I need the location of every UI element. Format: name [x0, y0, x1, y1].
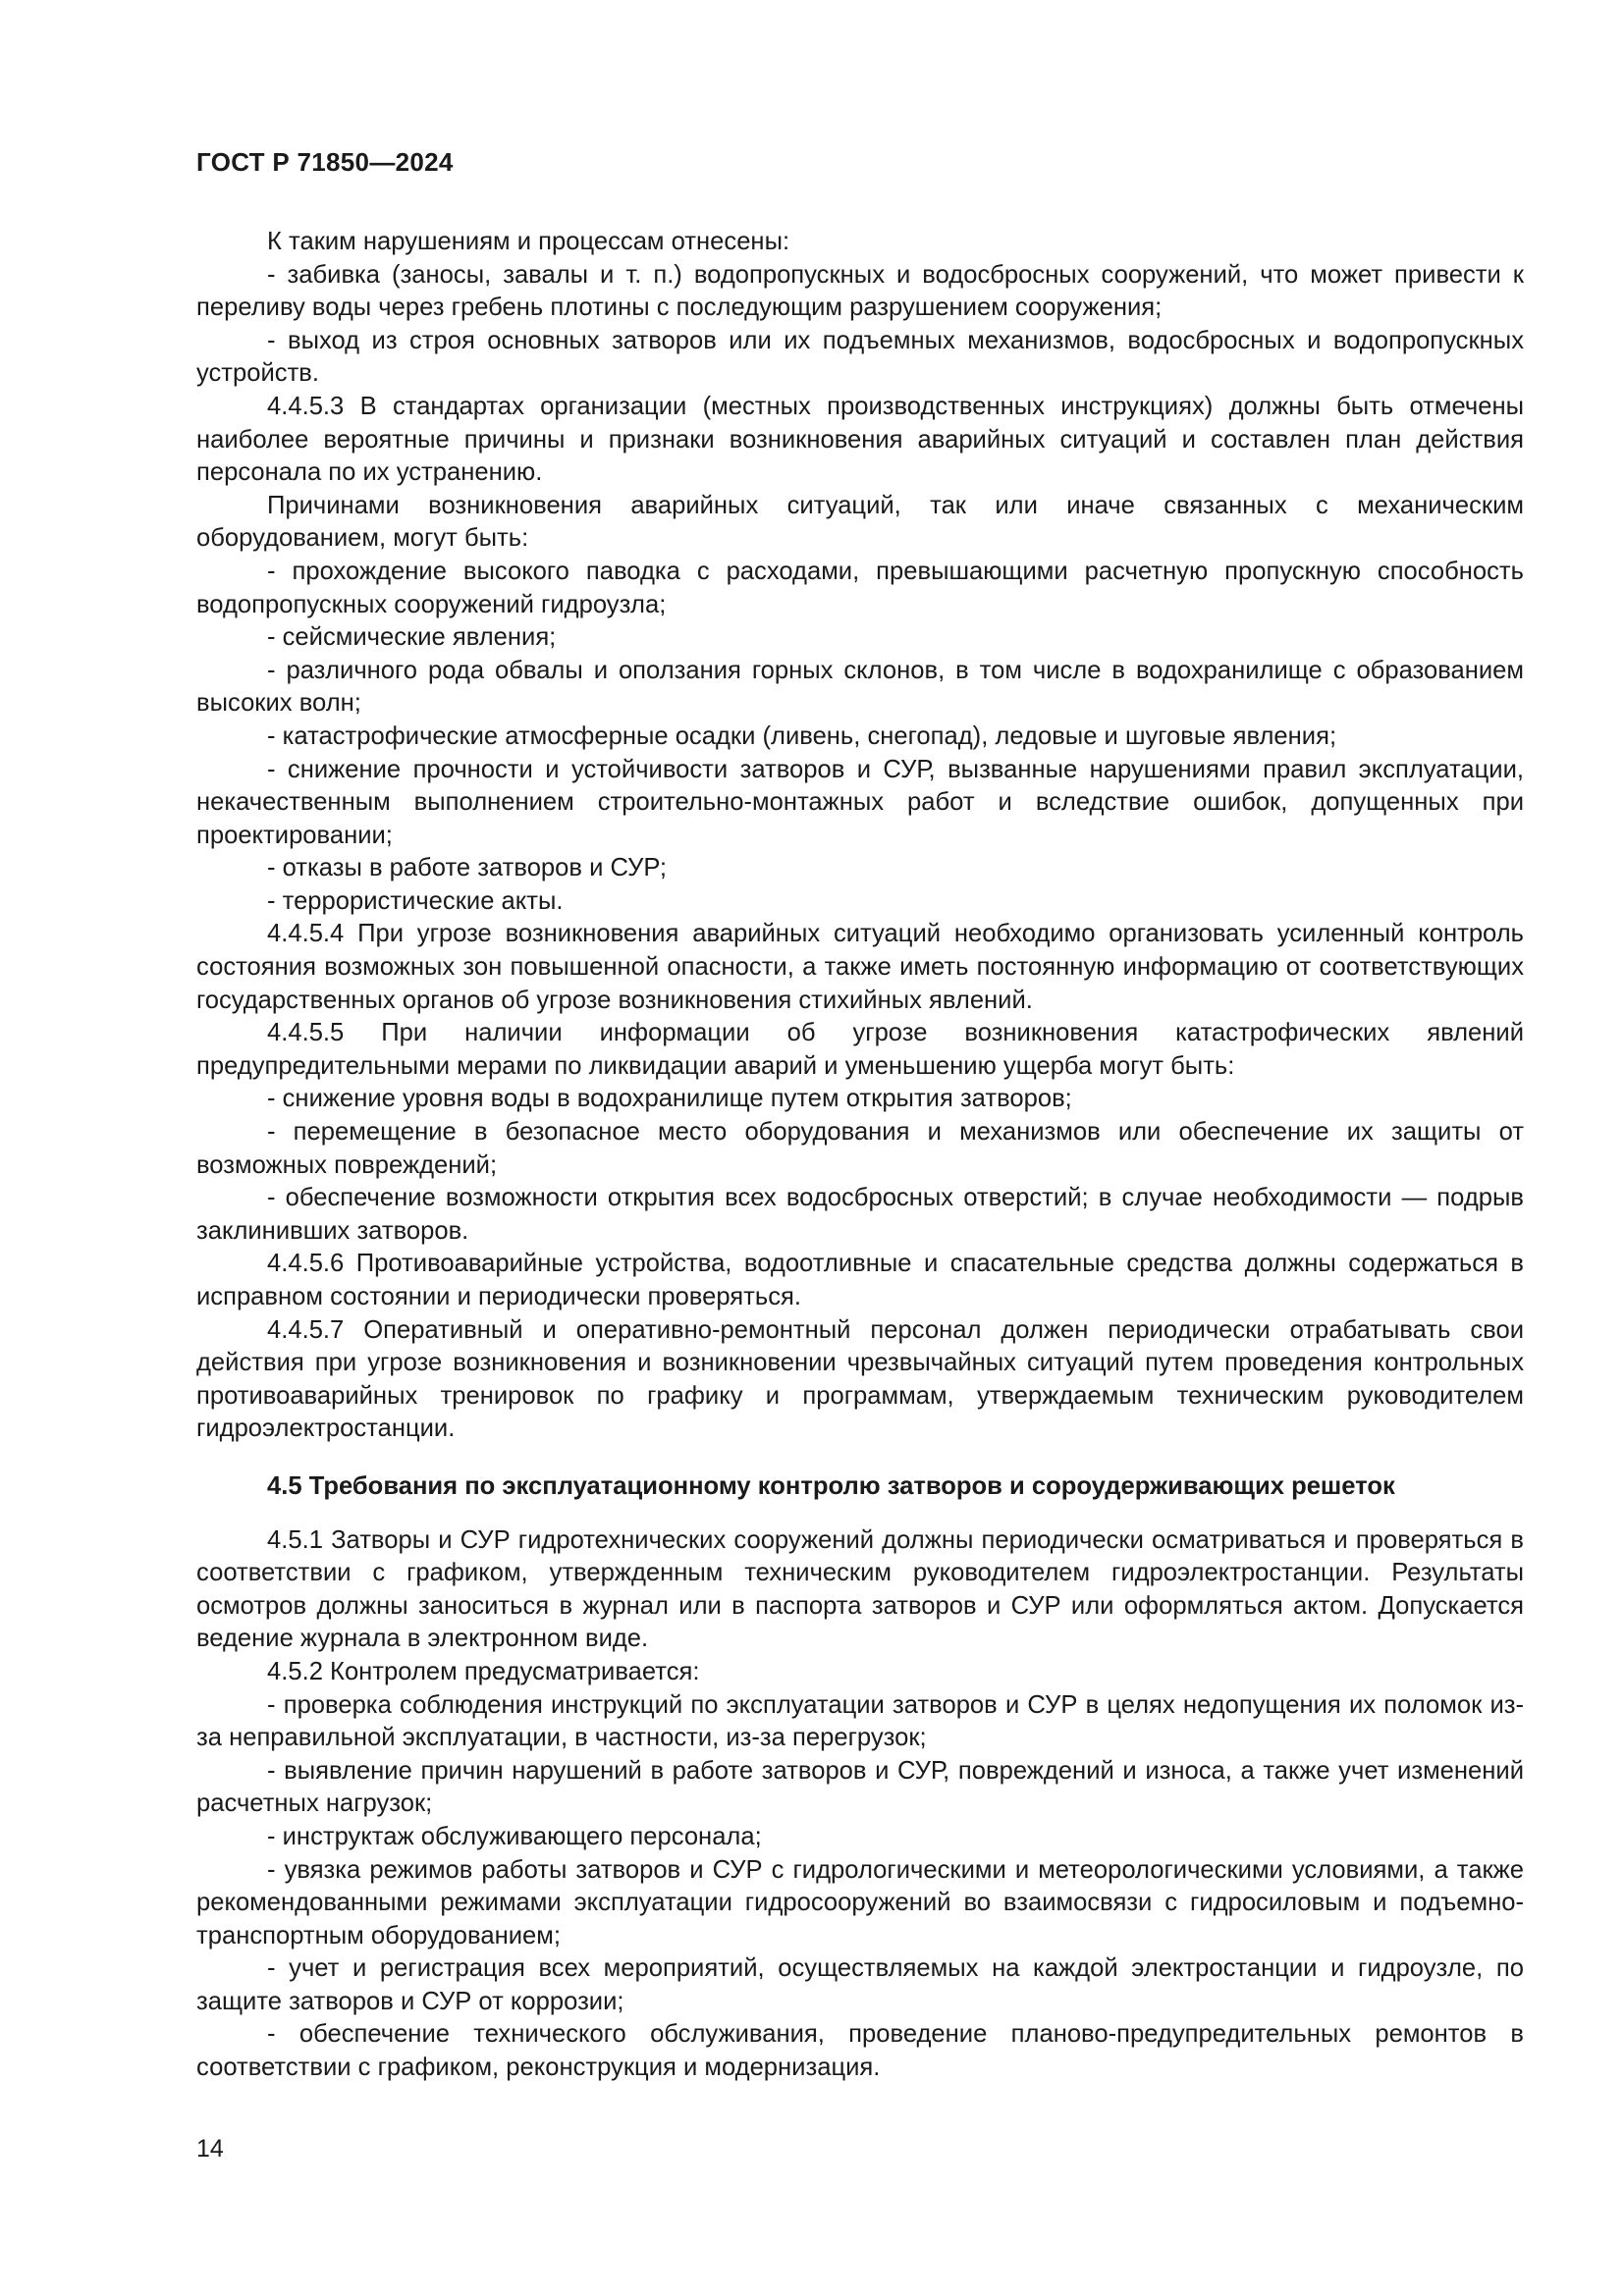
document-body: [196, 226, 1524, 2085]
list-item: - снижение уровня воды в водохранилище путем открытия затворов;: [267, 1085, 1072, 1113]
list-item: - инструктаж обслуживающего персонала;: [267, 1822, 762, 1850]
list-item: - выявление причин нарушений в работе затворов и СУР, повреждений и износа, а также учет изменений расчетных нагрузок;: [196, 1756, 1524, 1818]
paragraph: К таким нарушениям и процессам отнесены:: [267, 228, 790, 255]
page-number: 14: [196, 2135, 224, 2163]
clause-4-4-5-6: 4.4.5.6 Противоаварийные устройства, водоотливные и спасательные средства должны содержаться в исправном состоянии и периодически проверяться.: [196, 1250, 1524, 1310]
list-item: - прохождение высокого паводка с расходами, превышающими расчетную пропускную способность водопропускных сооружений гидроузла;: [196, 557, 1524, 618]
list-item: - террористические акты.: [267, 886, 564, 915]
clause-4-5-1: 4.5.1 Затворы и СУР гидротехнических сооружений должны периодически осматриваться и проверяться в соответствии с графиком, утвержденным техническим руководителем гидроэлектростанции. Результаты осмотров должны заноситься в журнал или в паспорта затворов и СУР или оформляться актом. Допускается ведение журнала в электронном виде.: [196, 1525, 1524, 1653]
section-heading: 4.5 Требования по эксплуатационному контролю затворов и сороудерживающих решеток: [267, 1471, 1395, 1500]
list-item: - выход из строя основных затворов или их подъемных механизмов, водосбросных и водопропускных устройств.: [196, 326, 1524, 388]
clause-4-4-5-7: 4.4.5.7 Оперативный и оперативно-ремонтный персонал должен периодически отрабатывать свои действия при угрозе возникновения и возникновении чрезвычайных ситуаций путем проведения контрольных противоаварийных тренировок по графику и программам, утверждаемым техническим руководителем гидроэлектростанции.: [196, 1315, 1524, 1443]
list-item: - увязка режимов работы затворов и СУР с гидрологическими и метеорологическими условиями, а также рекомендованными режимами эксплуатации гидросооружений во взаимосвязи с гидросиловым и подъемно-транспортным оборудованием;: [196, 1855, 1524, 1949]
list-item: - сейсмические явления;: [267, 623, 557, 652]
clause-4-4-5-3: 4.4.5.3 В стандартах организации (местных производственных инструкциях) должны быть отмечены наиболее вероятные причины и признаки возникновения аварийных ситуаций и составлен план действия персонала по их устранению.: [196, 392, 1524, 487]
clause-4-5-2: 4.5.2 Контролем предусматривается:: [267, 1657, 700, 1685]
list-item: - обеспечение технического обслуживания, проведение планово-предупредительных ремонтов в соответствии с графиком, реконструкция и модернизация.: [196, 2020, 1524, 2082]
clause-4-4-5-4: 4.4.5.4 При угрозе возникновения аварийных ситуаций необходимо организовать усиленный контроль состояния возможных зон повышенной опасности, а также иметь постоянную информацию от соответствующих государственных органов об угрозе возникновения стихийных явлений.: [196, 920, 1524, 1014]
clause-4-4-5-5: 4.4.5.5 При наличии информации об угрозе возникновения катастрофических явлений предупредительными мерами по ликвидации аварий и уменьшению ущерба могут быть:: [196, 1019, 1524, 1080]
list-item: - проверка соблюдения инструкций по эксплуатации затворов и СУР в целях недопущения их поломок из-за неправильной эксплуатации, в частности, из-за перегрузок;: [196, 1690, 1524, 1752]
list-item: - катастрофические атмосферные осадки (ливень, снегопад), ледовые и шуговые явления;: [267, 721, 1337, 750]
list-item: - различного рода обвалы и оползания горных склонов, в том числе в водохранилище с образованием высоких волн;: [196, 656, 1524, 718]
document-code-header: ГОСТ Р 71850—2024: [196, 147, 454, 177]
list-item: - забивка (заносы, завалы и т. п.) водопропускных и водосбросных сооружений, что может привести к переливу воды через гребень плотины с последующим разрушением сооружения;: [196, 260, 1524, 322]
list-item: - перемещение в безопасное место оборудования и механизмов или обеспечение их защиты от возможных повреждений;: [196, 1118, 1524, 1179]
list-item: - снижение прочности и устойчивости затворов и СУР, вызванные нарушениями правил эксплуатации, некачественным выполнением строительно-монтажных работ и вследствие ошибок, допущенных при проектировании;: [196, 755, 1524, 849]
paragraph: Причинами возникновения аварийных ситуаций, так или иначе связанных с механическим оборудованием, могут быть:: [196, 491, 1524, 553]
list-item: - обеспечение возможности открытия всех водосбросных отверстий; в случае необходимости — подрыв заклинивших затворов.: [196, 1184, 1524, 1245]
list-item: - отказы в работе затворов и СУР;: [267, 854, 668, 882]
list-item: - учет и регистрация всех мероприятий, осуществляемых на каждой электростанции и гидроузле, по защите затворов и СУР от коррозии;: [196, 1954, 1524, 2015]
